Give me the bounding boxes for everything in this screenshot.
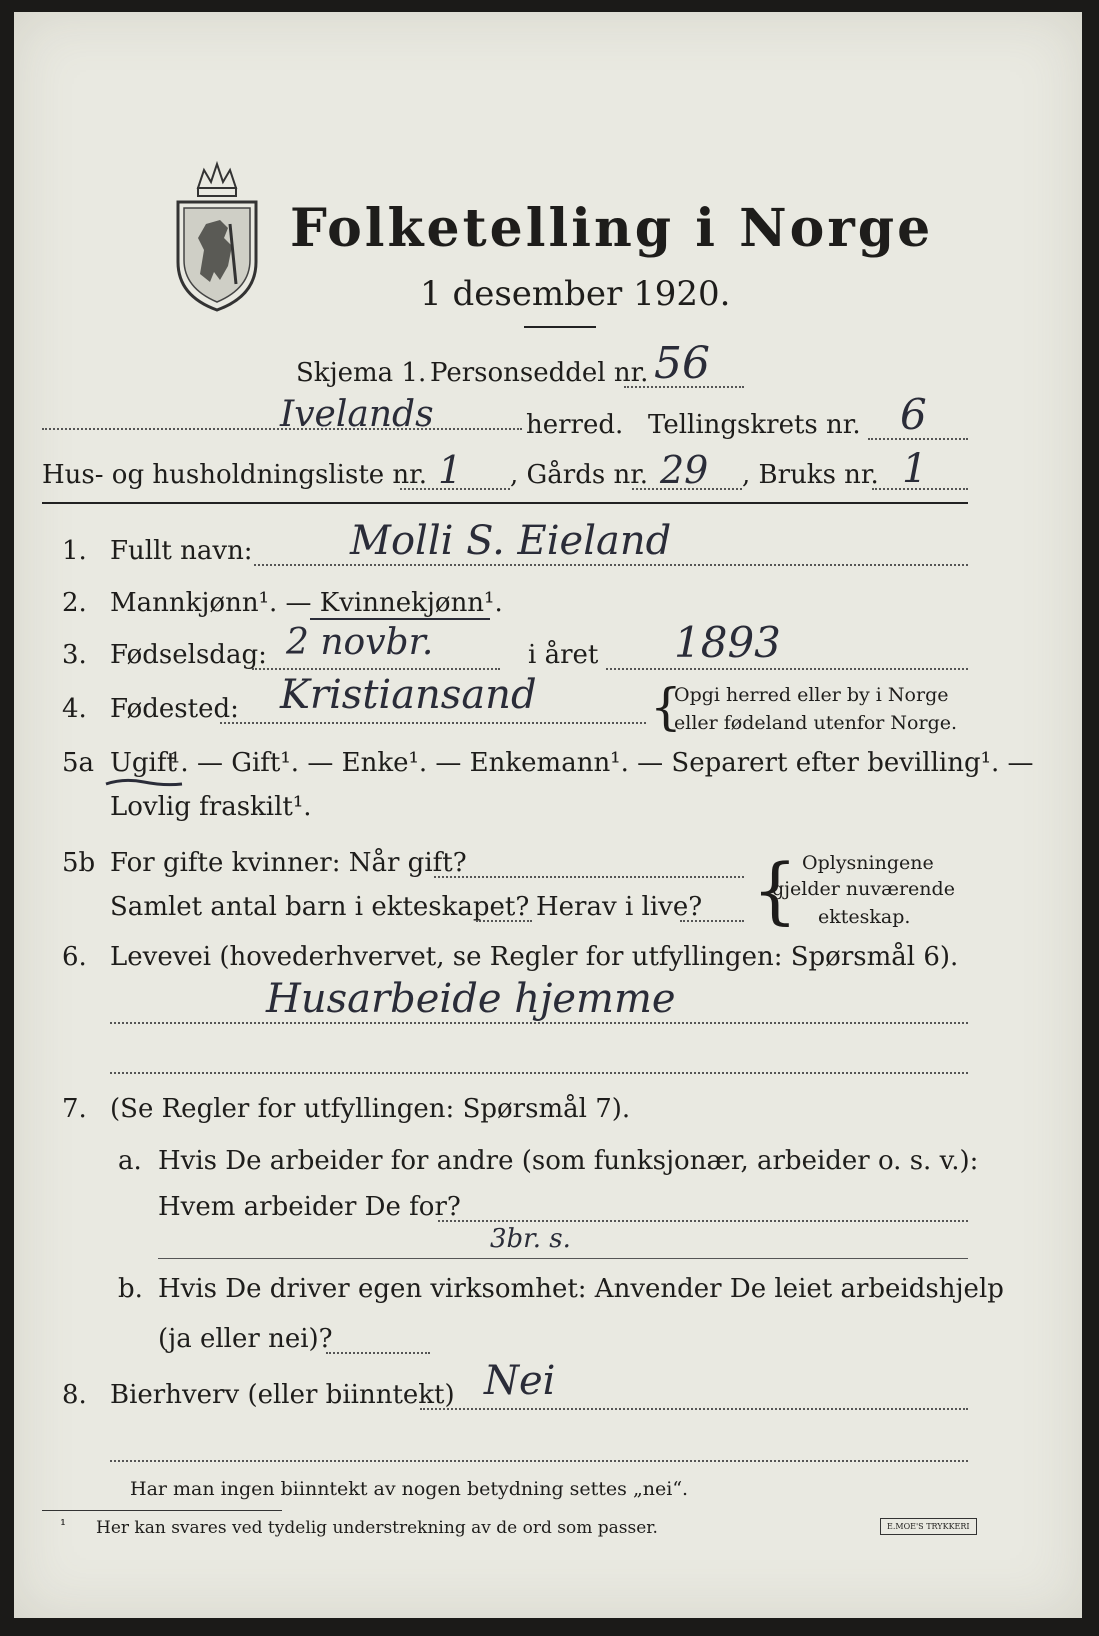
printer-stamp: E.MOE'S TRYKKERI bbox=[880, 1518, 977, 1535]
tellingskrets-value: 6 bbox=[900, 390, 927, 439]
ugift-underline bbox=[104, 776, 184, 792]
census-date: 1 desember 1920. bbox=[420, 274, 731, 314]
bruks-value: 1 bbox=[902, 446, 928, 492]
hus-value: 1 bbox=[438, 448, 463, 492]
q8-value: Nei bbox=[484, 1358, 556, 1404]
q3-label: Fødselsdag: bbox=[110, 640, 267, 670]
herred-value: Ivelands bbox=[280, 394, 434, 435]
q3-field-line bbox=[252, 668, 500, 670]
footnote-mark: ¹ bbox=[60, 1516, 67, 1534]
bruks-label: , Bruks nr. bbox=[742, 460, 879, 490]
q7b-text2: (ja eller nei)? bbox=[158, 1324, 333, 1354]
q5b-when-field-line bbox=[434, 876, 744, 878]
q4-brace: { bbox=[650, 678, 682, 736]
tellingskrets-label: Tellingskrets nr. bbox=[648, 410, 861, 440]
q5b-children-field-line bbox=[476, 920, 532, 922]
q1-field-line bbox=[254, 564, 968, 566]
q6-value: Husarbeide hjemme bbox=[266, 976, 676, 1022]
q6-number: 6. bbox=[62, 942, 87, 972]
q5b-note-line1: Oplysningene bbox=[802, 852, 934, 874]
q4-note-line2: eller fødeland utenfor Norge. bbox=[674, 712, 958, 734]
q4-value: Kristiansand bbox=[280, 672, 537, 718]
personseddel-value: 56 bbox=[654, 338, 710, 389]
q7-label: (Se Regler for utfyllingen: Spørsmål 7). bbox=[110, 1094, 631, 1124]
q7a-field-line-1 bbox=[438, 1220, 968, 1222]
q6-field-line-2 bbox=[110, 1072, 968, 1074]
q3-year-label: i året bbox=[528, 640, 599, 670]
q7b-number: b. bbox=[118, 1274, 143, 1304]
q5a-ugift: Ugift bbox=[110, 748, 177, 778]
q8-number: 8. bbox=[62, 1380, 87, 1410]
q5b-label: For gifte kvinner: Når gift? bbox=[110, 848, 467, 878]
q8-label: Bierhverv (eller biinntekt) bbox=[110, 1380, 455, 1410]
q7a-text2: Hvem arbeider De for? bbox=[158, 1192, 461, 1222]
q1-label: Fullt navn: bbox=[110, 536, 253, 566]
footnote-divider bbox=[42, 1510, 282, 1511]
q4-note-line1: Opgi herred eller by i Norge bbox=[674, 684, 949, 706]
q6-field-line-1 bbox=[110, 1022, 968, 1024]
q5b-alive-field-line bbox=[680, 920, 744, 922]
q5b-note-line2: gjelder nuværende bbox=[772, 878, 955, 900]
q8-field-line-2 bbox=[110, 1460, 968, 1462]
census-form-page bbox=[14, 12, 1082, 1618]
q5a-number: 5a bbox=[62, 748, 95, 778]
q7a-field-line-2 bbox=[158, 1258, 968, 1259]
q4-number: 4. bbox=[62, 694, 87, 724]
footnote-text: Her kan svares ved tydelig understrekning av de ord som passer. bbox=[96, 1518, 658, 1538]
kvinnekjonn-underline bbox=[310, 618, 490, 620]
schema-label: Skjema 1. bbox=[296, 358, 427, 388]
q5a-text2: Lovlig fraskilt¹. bbox=[110, 792, 312, 822]
q7b-text: Hvis De driver egen virksomhet: Anvender De leiet arbeidshjelp bbox=[158, 1274, 1004, 1304]
title-divider bbox=[524, 326, 596, 328]
q8-field-line bbox=[420, 1408, 968, 1410]
norwegian-coat-of-arms-icon bbox=[170, 154, 264, 314]
q2-text: Mannkjønn¹. — Kvinnekjønn¹. bbox=[110, 588, 503, 618]
q7a-number: a. bbox=[118, 1146, 142, 1176]
gards-label: , Gårds nr. bbox=[510, 460, 649, 490]
q1-value: Molli S. Eieland bbox=[350, 518, 672, 564]
q5b-label2: Samlet antal barn i ekteskapet? bbox=[110, 892, 530, 922]
hus-label: Hus- og husholdningsliste nr. bbox=[42, 460, 428, 490]
footer-note: Har man ingen biinntekt av nogen betydning settes „nei“. bbox=[130, 1478, 689, 1500]
q3-value: 2 novbr. bbox=[286, 622, 434, 663]
q6-label: Levevei (hovederhvervet, se Regler for utfyllingen: Spørsmål 6). bbox=[110, 942, 959, 972]
q1-number: 1. bbox=[62, 536, 87, 566]
q7a-text: Hvis De arbeider for andre (som funksjonær, arbeider o. s. v.): bbox=[158, 1146, 979, 1176]
q3-number: 3. bbox=[62, 640, 87, 670]
q5b-label3: Herav i live? bbox=[536, 892, 703, 922]
q7a-value: 3br. s. bbox=[490, 1224, 571, 1254]
gards-value: 29 bbox=[660, 448, 709, 492]
section-divider bbox=[42, 502, 968, 504]
q5a-text: ¹. — Gift¹. — Enke¹. — Enkemann¹. — Separert efter bevilling¹. — bbox=[170, 748, 1034, 778]
q7b-field-line bbox=[326, 1352, 430, 1354]
q5b-note-line3: ekteskap. bbox=[818, 906, 911, 928]
q3-year-value: 1893 bbox=[674, 618, 781, 667]
q4-field-line bbox=[220, 722, 646, 724]
q5b-brace: { bbox=[752, 848, 798, 932]
q4-label: Fødested: bbox=[110, 694, 239, 724]
q7-number: 7. bbox=[62, 1094, 87, 1124]
form-title: Folketelling i Norge bbox=[290, 198, 934, 259]
q3-year-field-line bbox=[606, 668, 968, 670]
herred-label: herred. bbox=[526, 410, 624, 440]
q5b-number: 5b bbox=[62, 848, 96, 878]
personseddel-label: Personseddel nr. bbox=[430, 358, 649, 388]
q2-number: 2. bbox=[62, 588, 87, 618]
